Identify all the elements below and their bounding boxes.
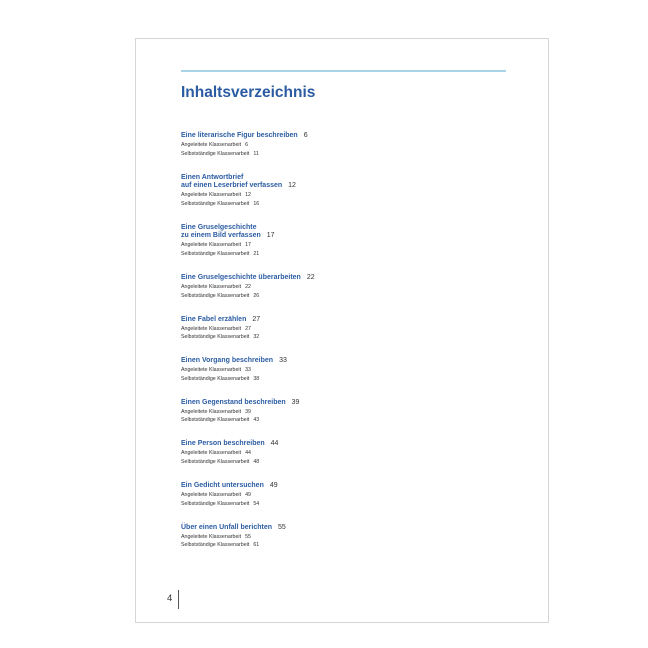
toc-subentry-label: Selbstständige Klassenarbeit <box>181 200 250 207</box>
toc-subentry[interactable] <box>181 533 521 541</box>
toc-section-title-text: Über einen Unfall berichten <box>181 523 273 531</box>
toc-subentry[interactable] <box>181 449 521 457</box>
toc-subentry-page: 54 <box>253 500 260 507</box>
toc-section-page: 27 <box>252 315 261 323</box>
toc-subentry[interactable] <box>181 241 521 249</box>
toc-section-page: 12 <box>288 182 296 190</box>
toc-section <box>181 440 521 466</box>
toc-section-page: 49 <box>269 481 278 489</box>
toc-section <box>181 274 521 300</box>
toc-subentry-page: 38 <box>253 375 260 382</box>
toc-subentry[interactable] <box>181 141 521 149</box>
toc-section-title-text: Einen Gegenstand beschreiben <box>181 398 286 406</box>
toc-subentry-page: 44 <box>245 450 251 457</box>
toc-subentry-label: Selbstständige Klassenarbeit <box>181 375 250 382</box>
toc-subentry[interactable] <box>181 250 521 258</box>
page-number: 4 <box>167 593 173 604</box>
toc-subentry[interactable] <box>181 541 521 549</box>
toc-subentry[interactable] <box>181 325 521 333</box>
toc-subentry-label: Angeleitete Klassenarbeit <box>181 242 242 249</box>
toc-section-title-text: auf einen Leserbrief verfassen <box>181 182 283 190</box>
toc-subentry-page: 55 <box>245 533 251 540</box>
toc-section-title-line <box>181 224 521 233</box>
toc-section-title-line <box>181 182 521 191</box>
toc-section-title-line <box>181 524 521 533</box>
toc-subentry[interactable] <box>181 200 521 208</box>
toc-subentry-page: 17 <box>245 242 251 249</box>
toc-subentry-page: 12 <box>245 192 251 199</box>
toc-subentry[interactable] <box>181 416 521 424</box>
toc-subentry[interactable] <box>181 292 521 300</box>
toc-subentry[interactable] <box>181 491 521 499</box>
toc-subentry[interactable] <box>181 283 521 291</box>
toc-subentry-page: 61 <box>253 542 260 549</box>
toc-subentry-page: 26 <box>253 292 260 299</box>
toc-subentry[interactable] <box>181 375 521 383</box>
toc-subentry-label: Selbstständige Klassenarbeit <box>181 334 250 341</box>
toc-subentry-label: Selbstständige Klassenarbeit <box>181 500 250 507</box>
toc-subentry-page: 32 <box>253 334 260 341</box>
toc-subentry-page: 33 <box>245 367 251 374</box>
toc-section-title-line <box>181 174 521 183</box>
toc-subentry-label: Selbstständige Klassenarbeit <box>181 542 250 549</box>
toc-section-page: 55 <box>278 523 286 531</box>
toc-subentry-label: Angeleitete Klassenarbeit <box>181 142 242 149</box>
toc-subentry-label: Angeleitete Klassenarbeit <box>181 325 242 332</box>
toc-subentry-page: 16 <box>253 200 260 207</box>
toc-section-page: 17 <box>266 232 275 240</box>
table-of-contents <box>181 132 521 565</box>
toc-section-title[interactable] <box>181 357 521 366</box>
toc-section-title-line <box>181 232 521 241</box>
toc-subentry-page: 43 <box>253 417 260 424</box>
toc-subentry-label: Selbstständige Klassenarbeit <box>181 250 250 257</box>
toc-section-title[interactable] <box>181 132 521 141</box>
toc-section-page: 22 <box>306 273 315 281</box>
toc-section-title-text: Eine literarische Figur beschreiben <box>181 132 298 139</box>
toc-section-page: 44 <box>270 440 279 448</box>
toc-section-title-line <box>181 482 521 491</box>
toc-subentry[interactable] <box>181 408 521 416</box>
toc-subentry[interactable] <box>181 333 521 341</box>
toc-section <box>181 399 521 425</box>
toc-subentry-page: 11 <box>253 150 259 157</box>
toc-subentry-label: Selbstständige Klassenarbeit <box>181 417 250 424</box>
toc-subentry[interactable] <box>181 191 521 199</box>
toc-section-title-line <box>181 132 521 141</box>
toc-section-title[interactable] <box>181 174 521 191</box>
toc-subentry-label: Angeleitete Klassenarbeit <box>181 533 242 540</box>
page-title: Inhaltsverzeichnis <box>181 84 316 101</box>
toc-subentry-page: 22 <box>245 284 251 291</box>
toc-section-title[interactable] <box>181 224 521 241</box>
toc-section-page: 6 <box>303 132 308 139</box>
toc-subentry-page: 27 <box>245 325 251 332</box>
toc-section <box>181 174 521 208</box>
toc-subentry-label: Angeleitete Klassenarbeit <box>181 284 242 291</box>
toc-section-title-line <box>181 357 521 366</box>
toc-subentry-page: 21 <box>253 250 260 257</box>
toc-subentry-label: Angeleitete Klassenarbeit <box>181 408 242 415</box>
header-rule <box>181 70 506 72</box>
toc-subentry[interactable] <box>181 458 521 466</box>
toc-section-title-line <box>181 440 521 449</box>
toc-section <box>181 482 521 508</box>
toc-subentry-page: 39 <box>245 408 251 415</box>
toc-subentry-label: Angeleitete Klassenarbeit <box>181 450 242 457</box>
toc-section-title-text: Einen Antwortbrief <box>181 173 244 181</box>
toc-section-title-text: Eine Fabel erzählen <box>181 315 247 323</box>
toc-section-title-text: Ein Gedicht untersuchen <box>181 481 264 489</box>
toc-subentry-label: Angeleitete Klassenarbeit <box>181 367 242 374</box>
toc-subentry[interactable] <box>181 500 521 508</box>
toc-subentry[interactable] <box>181 366 521 374</box>
toc-subentry-page: 48 <box>253 458 260 465</box>
toc-section <box>181 357 521 383</box>
toc-subentry-label: Selbstständige Klassenarbeit <box>181 150 250 157</box>
toc-subentry-label: Angeleitete Klassenarbeit <box>181 192 242 199</box>
toc-section-title-text: Eine Person beschreiben <box>181 440 265 448</box>
toc-section-title-line <box>181 316 521 325</box>
toc-section <box>181 224 521 258</box>
toc-subentry-label: Selbstständige Klassenarbeit <box>181 458 250 465</box>
toc-section-title-text: Eine Gruselgeschichte überarbeiten <box>181 273 301 281</box>
toc-section-title[interactable] <box>181 524 521 533</box>
toc-section-title-line <box>181 399 521 408</box>
footer-divider <box>178 590 179 609</box>
toc-section-title[interactable] <box>181 440 521 449</box>
toc-subentry-label: Angeleitete Klassenarbeit <box>181 492 242 499</box>
toc-subentry-label: Selbstständige Klassenarbeit <box>181 292 250 299</box>
toc-section-title[interactable] <box>181 274 521 283</box>
toc-section <box>181 316 521 342</box>
toc-section-title-text: Einen Vorgang beschreiben <box>181 357 274 365</box>
toc-section <box>181 524 521 550</box>
toc-section-page: 33 <box>279 357 287 365</box>
toc-section-title[interactable] <box>181 316 521 325</box>
toc-section-page: 39 <box>291 398 300 406</box>
toc-section-title-text: zu einem Bild verfassen <box>181 232 261 240</box>
toc-section-title[interactable] <box>181 482 521 491</box>
toc-subentry[interactable] <box>181 150 521 158</box>
toc-subentry-page: 49 <box>245 492 251 499</box>
toc-subentry-page: 6 <box>245 142 249 149</box>
toc-section-title[interactable] <box>181 399 521 408</box>
document-page <box>135 38 549 623</box>
toc-section-title-line <box>181 274 521 283</box>
toc-section-title-text: Eine Gruselgeschichte <box>181 223 257 231</box>
toc-section <box>181 132 521 158</box>
